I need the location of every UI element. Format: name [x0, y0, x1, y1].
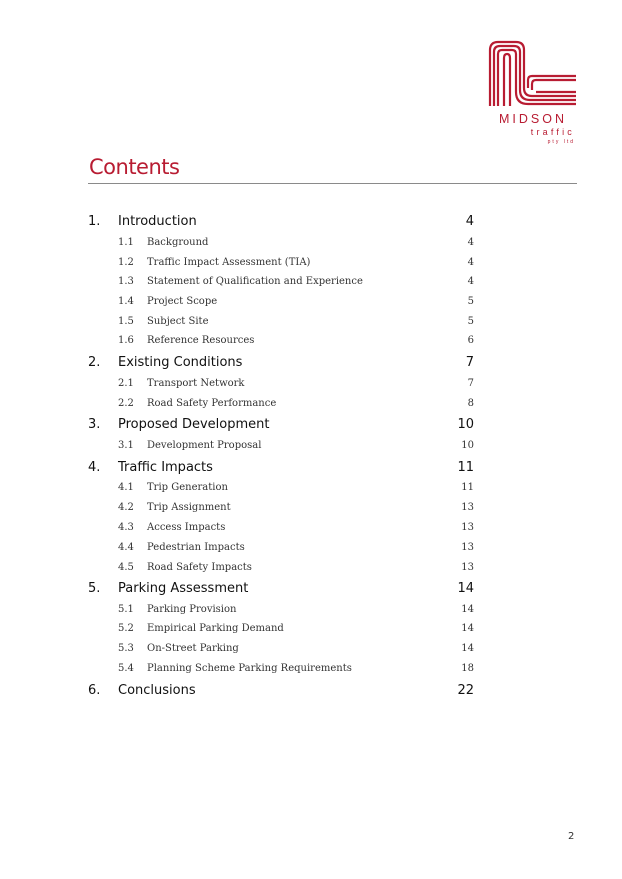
toc-label: Project Scope: [147, 296, 218, 307]
toc-page: 14: [461, 643, 474, 654]
toc-label: Traffic Impact Assessment (TIA): [147, 257, 311, 268]
toc-label: Proposed Development: [118, 417, 270, 432]
logo-wordmark: MIDSON: [499, 112, 567, 126]
page-title: Contents: [89, 155, 180, 179]
title-divider: [88, 183, 577, 184]
page-number: 2: [568, 831, 575, 842]
toc-label: On-Street Parking: [147, 643, 239, 654]
toc-page: 10: [457, 417, 474, 432]
toc-page: 11: [457, 460, 474, 475]
toc-label: Road Safety Performance: [147, 398, 277, 409]
toc-label: Planning Scheme Parking Requirements: [147, 663, 352, 674]
toc-label: Trip Assignment: [147, 502, 231, 513]
toc-num: 4.: [88, 460, 101, 475]
toc-num: 1.6: [118, 335, 134, 346]
midson-traffic-logo-mark-icon: [488, 40, 578, 108]
toc-page: 6: [467, 335, 474, 346]
toc-page: 14: [461, 623, 474, 634]
toc-page: 4: [467, 237, 474, 248]
toc-num: 5.: [88, 581, 101, 596]
logo-subtitle: traffic: [530, 127, 575, 137]
toc-page: 14: [457, 581, 474, 596]
toc-page: 4: [467, 276, 474, 287]
toc-num: 1.1: [118, 237, 134, 248]
toc-num: 1.2: [118, 257, 134, 268]
toc-num: 2.1: [118, 378, 134, 389]
toc-label: Empirical Parking Demand: [147, 623, 284, 634]
toc-num: 5.4: [118, 663, 134, 674]
toc-label: Background: [147, 237, 209, 248]
toc-label: Traffic Impacts: [118, 460, 213, 475]
logo-subtitle-small: pty ltd: [547, 139, 575, 145]
toc-num: 5.2: [118, 623, 134, 634]
toc-label: Subject Site: [147, 316, 209, 327]
toc-label: Access Impacts: [147, 522, 226, 533]
toc-num: 2.: [88, 355, 101, 370]
toc-label: Pedestrian Impacts: [147, 542, 245, 553]
toc-page: 18: [461, 663, 474, 674]
toc-page: 13: [461, 502, 474, 513]
toc-num: 4.5: [118, 562, 134, 573]
toc-num: 5.1: [118, 604, 134, 615]
toc-page: 4: [467, 257, 474, 268]
toc-page: 7: [465, 355, 474, 370]
toc-label: Development Proposal: [147, 440, 262, 451]
toc-num: 2.2: [118, 398, 134, 409]
toc-label: Trip Generation: [147, 482, 228, 493]
toc-num: 4.4: [118, 542, 134, 553]
toc-num: 5.3: [118, 643, 134, 654]
toc-page: 13: [461, 522, 474, 533]
toc-label: Conclusions: [118, 683, 196, 698]
toc-label: Reference Resources: [147, 335, 255, 346]
toc-num: 1.3: [118, 276, 134, 287]
toc-num: 4.3: [118, 522, 134, 533]
toc-label: Parking Provision: [147, 604, 237, 615]
toc-page: 7: [467, 378, 474, 389]
toc-label: Statement of Qualification and Experience: [147, 276, 363, 287]
toc-page: 10: [461, 440, 474, 451]
toc-num: 3.1: [118, 440, 134, 451]
toc-label: Parking Assessment: [118, 581, 249, 596]
toc-num: 4.2: [118, 502, 134, 513]
toc-page: 5: [467, 316, 474, 327]
toc-num: 3.: [88, 417, 101, 432]
toc-page: 11: [461, 482, 474, 493]
toc-num: 1.5: [118, 316, 134, 327]
toc-label: Road Safety Impacts: [147, 562, 252, 573]
toc-num: 4.1: [118, 482, 134, 493]
toc-page: 8: [467, 398, 474, 409]
toc-page: 13: [461, 542, 474, 553]
toc-label: Transport Network: [147, 378, 245, 389]
company-logo: [488, 40, 578, 150]
toc-page: 14: [461, 604, 474, 615]
toc-page: 13: [461, 562, 474, 573]
toc-label: Existing Conditions: [118, 355, 243, 370]
toc-page: 22: [457, 683, 474, 698]
toc-num: 1.: [88, 214, 101, 229]
toc-label: Introduction: [118, 214, 197, 229]
toc-num: 6.: [88, 683, 101, 698]
toc-page: 5: [467, 296, 474, 307]
toc-num: 1.4: [118, 296, 134, 307]
toc-page: 4: [465, 214, 474, 229]
